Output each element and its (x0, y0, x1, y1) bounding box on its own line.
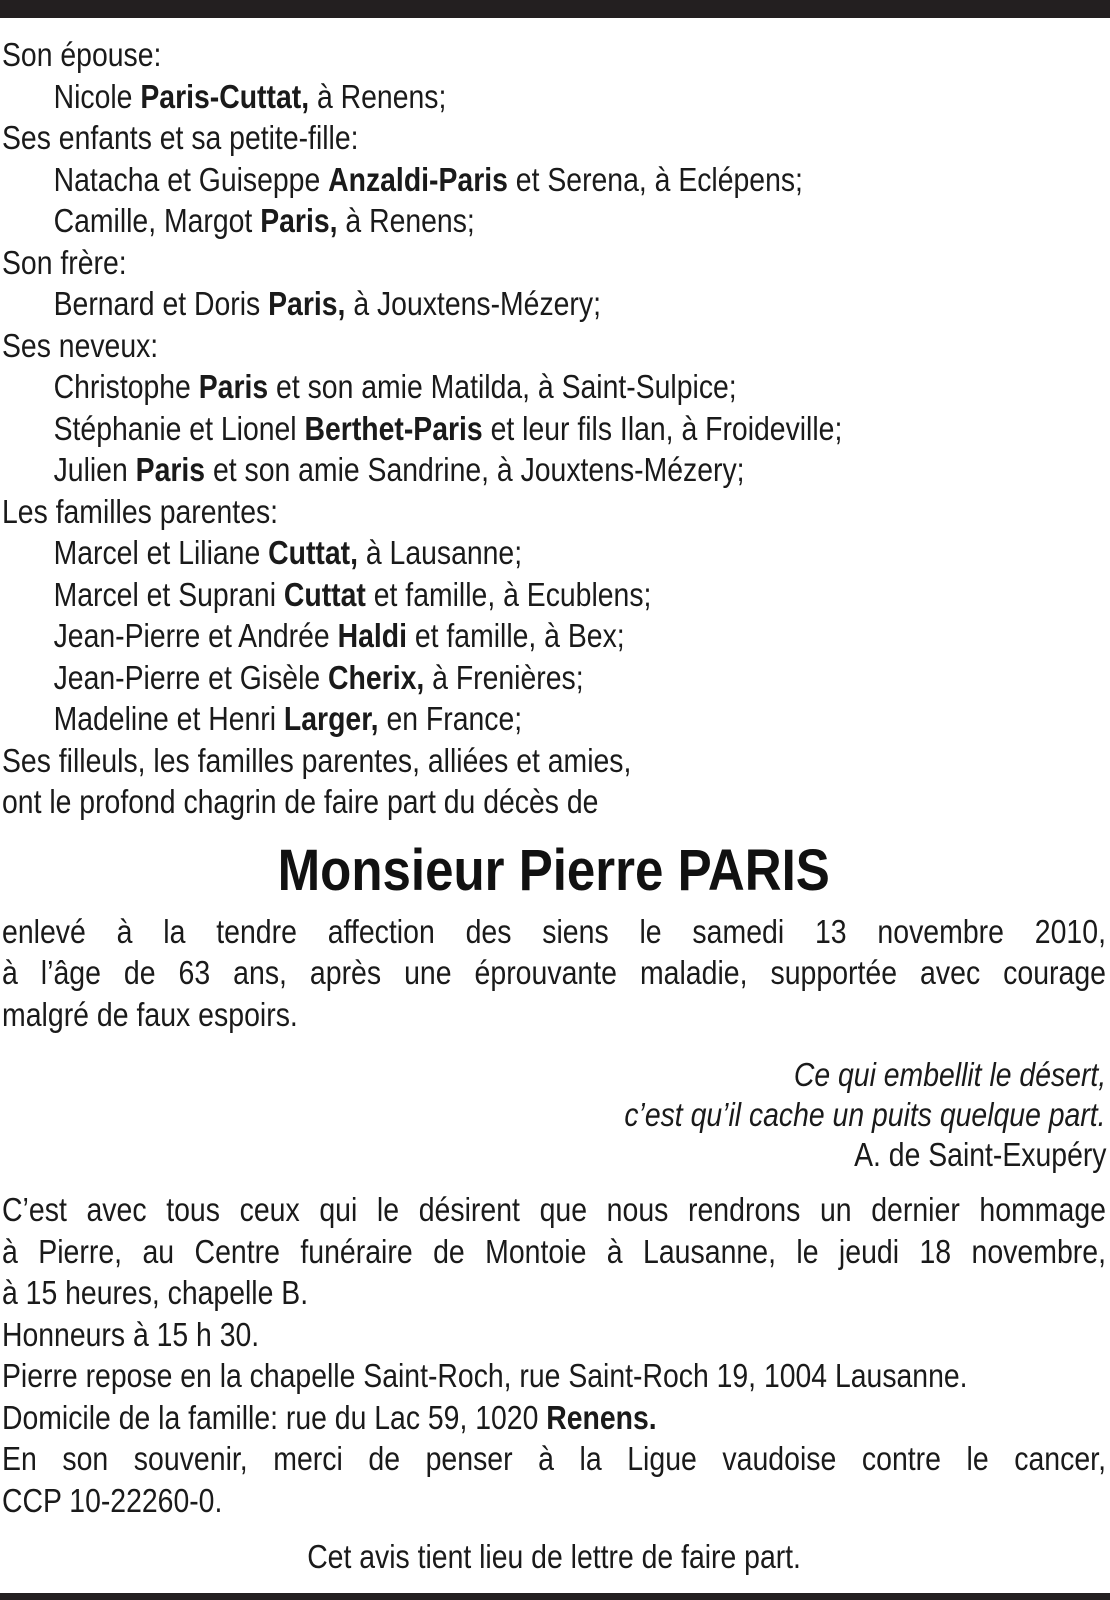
top-rule (0, 0, 1110, 18)
closing-line: Ses filleuls, les familles parentes, alliées et amies, (2, 741, 632, 779)
nephew-entry: Christophe Paris et son amie Matilda, à Saint-Sulpice; (53, 368, 737, 405)
spacer (2, 1521, 1106, 1535)
nephew-entry: Julien Paris et son amie Sandrine, à Jouxtens-Mézery; (53, 451, 745, 488)
announcement-line: enlevé à la tendre affection des siens le samedi 13 novembre 2010, (2, 912, 1106, 950)
spacer (2, 1035, 1106, 1055)
announcement-line: malgré de faux espoirs. (2, 995, 298, 1033)
surname: Haldi (337, 617, 407, 654)
children-label: Ses enfants et sa petite-fille: (2, 119, 359, 156)
quote-line: Ce qui embellit le désert, (793, 1056, 1106, 1093)
surname: Cherix, (328, 658, 425, 696)
wife-entry: Nicole Paris-Cuttat, à Renens; (53, 77, 447, 115)
spacer (2, 1175, 1106, 1189)
surname: Berthet-Paris (304, 409, 483, 447)
rests-line: Pierre repose en la chapelle Saint-Roch, rue Saint-Roch 19, 1004 Lausanne. (2, 1357, 968, 1394)
children-entry: Camille, Margot Paris, à Renens; (53, 202, 475, 239)
donation-paragraph (2, 1438, 1106, 1480)
family-entry: Jean-Pierre et Gisèle Cherix, à Frenières; (53, 658, 584, 696)
surname: Paris (135, 451, 206, 488)
domicile-line: Domicile de la famille: rue du Lac 59, 1020 Renens. (2, 1398, 657, 1436)
surname: Cuttat (283, 575, 366, 613)
children-entry: Natacha et Guiseppe Anzaldi-Paris et Serena, à Eclépens; (53, 160, 803, 198)
family-entry: Marcel et Liliane Cuttat, à Lausanne; (53, 534, 523, 571)
family-entry: Marcel et Suprani Cuttat et famille, à Ecublens; (53, 575, 652, 613)
domicile-town: Renens. (546, 1398, 657, 1436)
surname: Cuttat, (268, 534, 358, 571)
donation-line: CCP 10-22260-0. (2, 1481, 223, 1519)
closing-line: ont le profond chagrin de faire part du décès de (2, 783, 599, 820)
wife-label: Son épouse: (2, 36, 162, 73)
nephews-label: Ses neveux: (2, 326, 159, 364)
ceremony-paragraph (2, 1189, 1106, 1272)
quote-author: A. de Saint-Exupéry (853, 1136, 1106, 1173)
quote-line: c’est qu’il cache un puits quelque part. (624, 1096, 1106, 1133)
bottom-rule (0, 1593, 1110, 1600)
ceremony-line: à 15 heures, chapelle B. (2, 1274, 309, 1311)
surname: Paris, (260, 202, 338, 239)
announcement-paragraph (2, 911, 1106, 1036)
families-label: Les familles parentes: (2, 492, 279, 530)
announcement-line: à l’âge de 63 ans, après une éprouvante maladie, supportée avec courage (2, 954, 1106, 991)
surname: Anzaldi-Paris (328, 160, 508, 198)
honours-line: Honneurs à 15 h 30. (2, 1315, 260, 1353)
donation-line: En son souvenir, merci de penser à la Ligue vaudoise contre le cancer, (2, 1440, 1106, 1477)
family-entry: Madeline et Henri Larger, en France; (53, 700, 523, 737)
surname: Paris, (268, 285, 346, 322)
family-entry: Jean-Pierre et Andrée Haldi et famille, à Bex; (53, 617, 625, 654)
surname: Larger, (283, 700, 379, 737)
surname: Paris-Cuttat, (140, 77, 310, 115)
obituary-notice (2, 34, 1106, 1579)
deceased-name: Monsieur Pierre PARIS (277, 837, 831, 903)
footer-note: Cet avis tient lieu de lettre de faire part. (307, 1538, 801, 1575)
nephew-entry: Stéphanie et Lionel Berthet-Paris et leur fils Ilan, à Froideville; (53, 409, 843, 447)
brother-entry: Bernard et Doris Paris, à Jouxtens-Mézery; (53, 285, 601, 322)
ceremony-line: à Pierre, au Centre funéraire de Montoie à Lausanne, le jeudi 18 novembre, (2, 1232, 1106, 1270)
surname: Paris (198, 368, 269, 405)
ceremony-line: C’est avec tous ceux qui le désirent que nous rendrons un dernier hommage (2, 1191, 1106, 1228)
brother-label: Son frère: (2, 243, 127, 281)
